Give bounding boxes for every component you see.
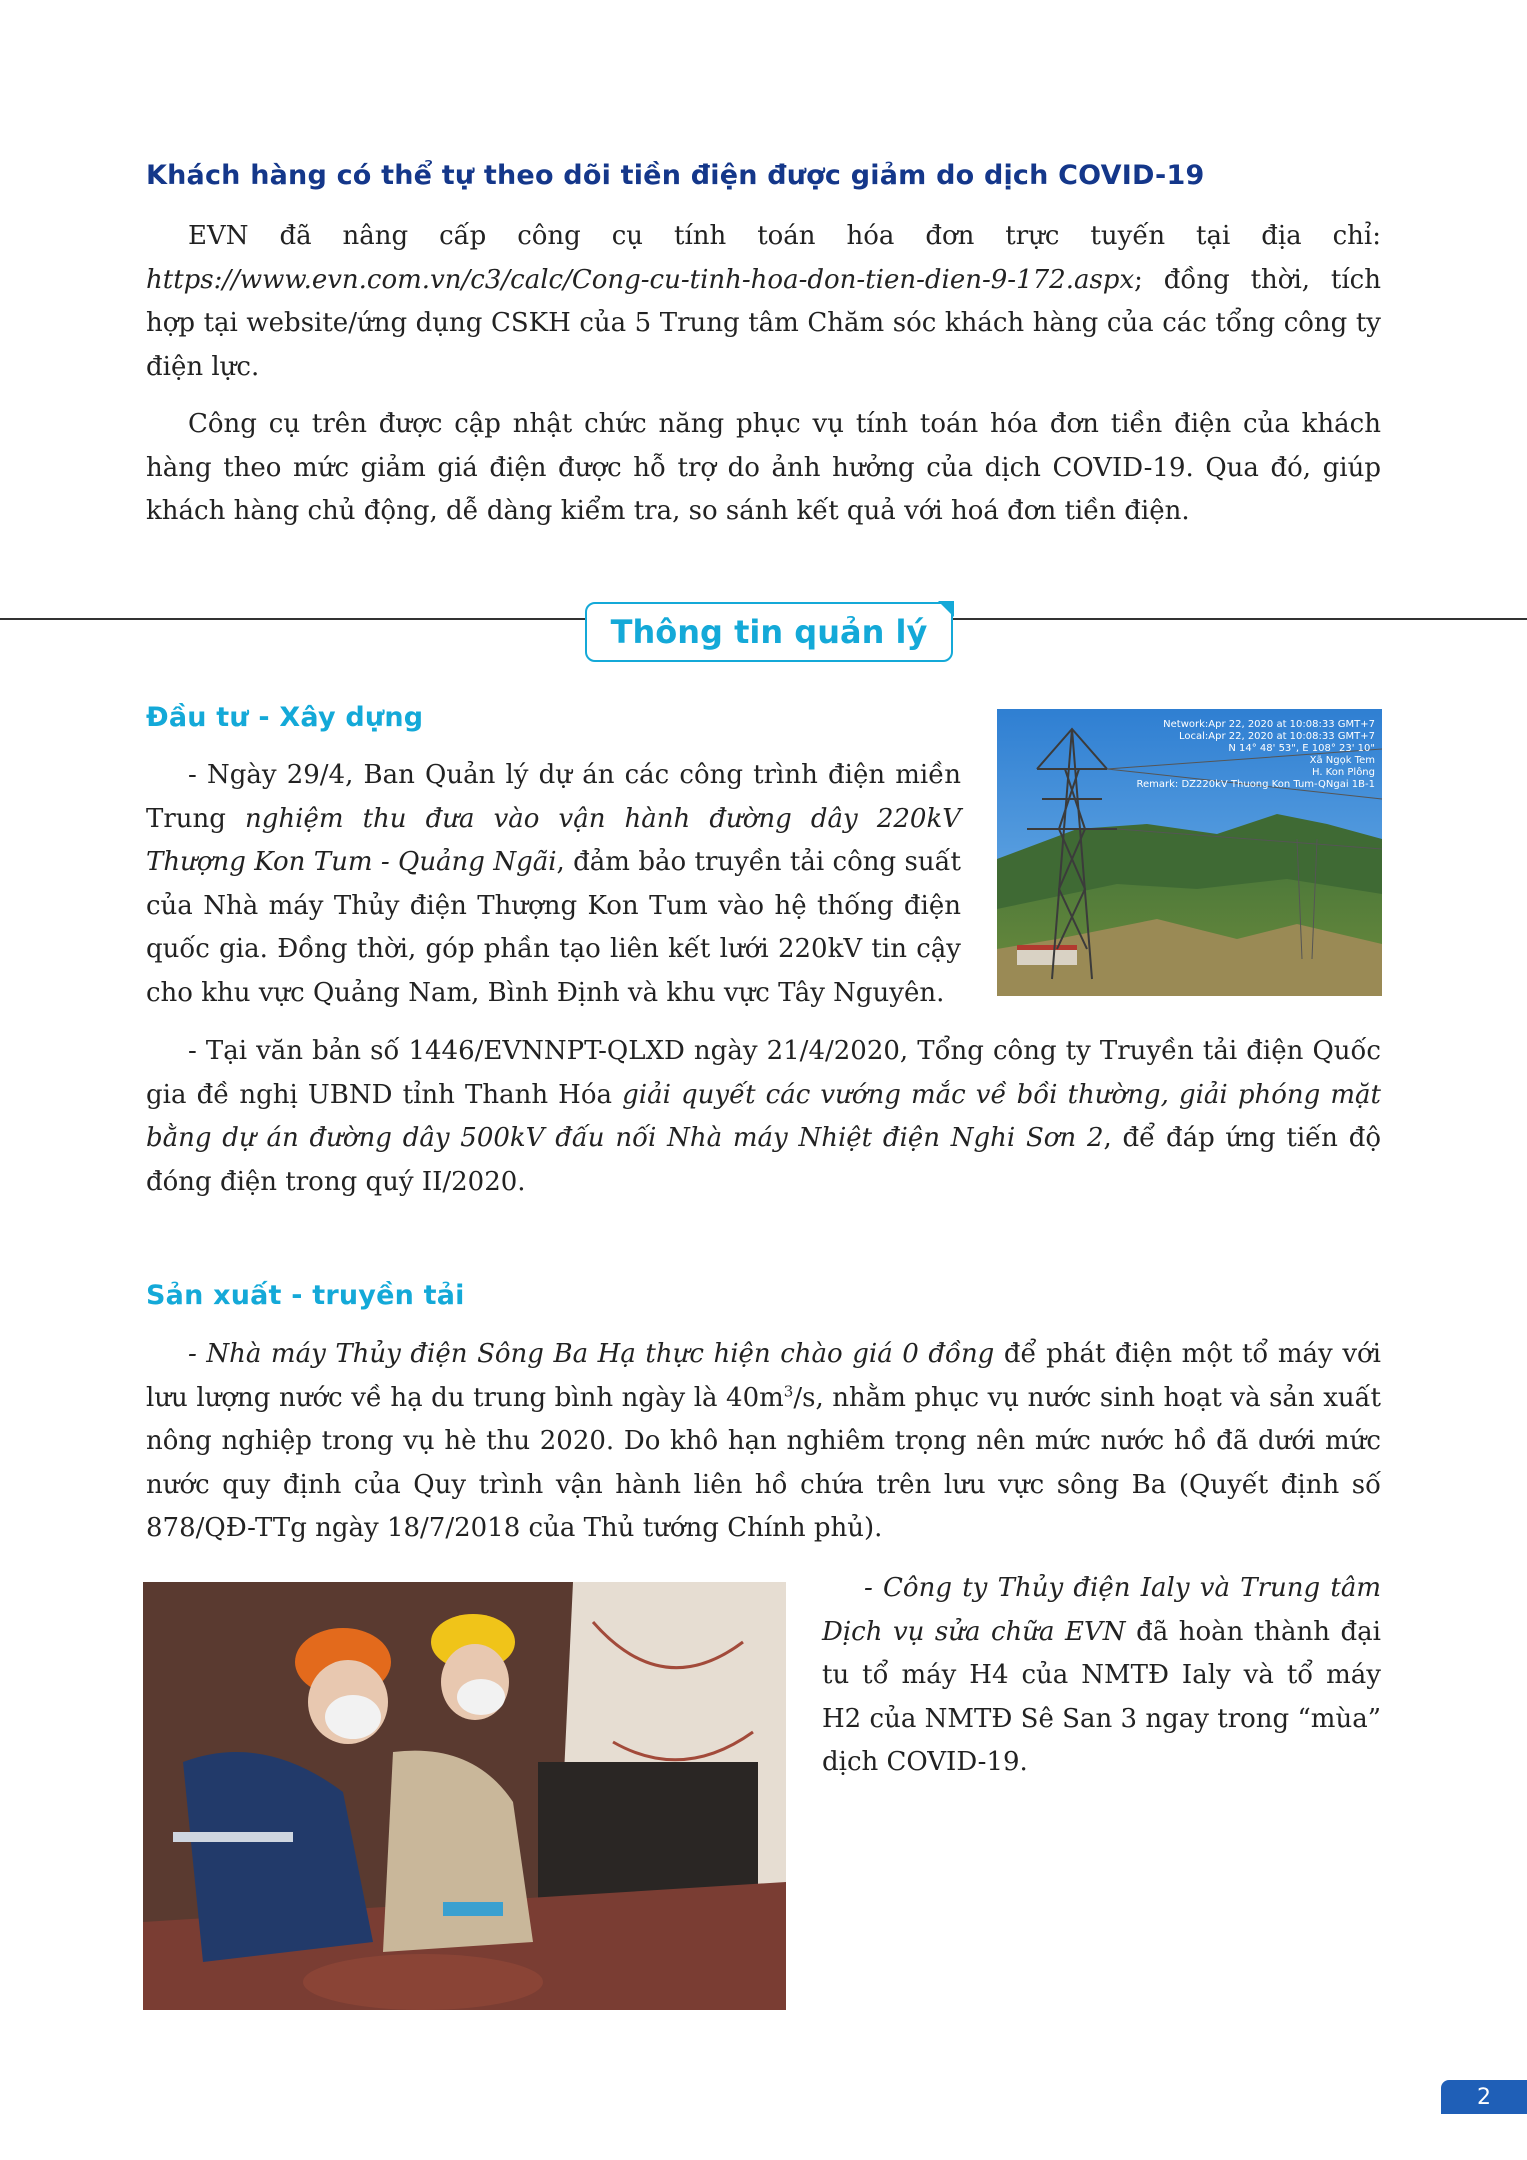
photo-stamp-line-3: N 14° 48' 53", E 108° 23' 10" (1228, 743, 1375, 754)
investment-paragraph-2: - Tại văn bản số 1446/EVNNPT-QLXD ngày 21/4/2020, Tổng công ty Truyền tải điện Quốc gia đề nghị UBND tỉnh Thanh Hóa giải quyết các vướng mắc về bồi thường, giải phóng mặt bằng dự án đường dây 500kV đấu nối Nhà máy Nhiệt điện Nghi Sơn 2, để đáp ứng tiến độ đóng điện trong quý II/2020. (146, 1036, 1381, 1197)
production-paragraph-1: - Nhà máy Thủy điện Sông Ba Hạ thực hiện chào giá 0 đồng để phát điện một tổ máy với lưu lượng nước về hạ du trung bình ngày là $40m^3/s$, nhằm phục vụ nước sinh hoạt và sản xuất nông nghiệp trong vụ hè thu 2020. Do khô hạn nghiêm trọng nên mức nước hồ đã dưới mức nước quy định của Quy trình vận hành liên hồ chứa trên lưu vực sông Ba (Quyết định số 878/QĐ-TTg ngày 18/7/2018 của Thủ tướng Chính phủ). (146, 1339, 1381, 1543)
workers-repair-photo (143, 1582, 786, 2010)
investment-body-1 (146, 754, 961, 1015)
intro-paragraph-1: EVN đã nâng cấp công cụ tính toán hóa đơn trực tuyến tại địa chỉ: https://www.evn.com.vn/c3/calc/Cong-cu-tinh-hoa-don-tien-dien-9-172.aspx; đồng thời, tích hợp tại website/ứng dụng CSKH của 5 Trung tâm Chăm sóc khách hàng của các tổng công ty điện lực. (146, 221, 1381, 382)
page-number: 2 (1441, 2080, 1527, 2114)
investment-paragraph-1: - Ngày 29/4, Ban Quản lý dự án các công trình điện miền Trung nghiệm thu đưa vào vận hành đường dây 220kV Thượng Kon Tum - Quảng Ngãi, đảm bảo truyền tải công suất của Nhà máy Thủy điện Thượng Kon Tum vào hệ thống điện quốc gia. Đồng thời, góp phần tạo liên kết lưới 220kV tin cậy cho khu vực Quảng Nam, Bình Định và khu vực Tây Nguyên. (146, 760, 961, 1008)
intro-paragraph-2: Công cụ trên được cập nhật chức năng phục vụ tính toán hóa đơn tiền điện của khách hàng theo mức giảm giá điện được hỗ trợ do ảnh hưởng của dịch COVID-19. Qua đó, giúp khách hàng chủ động, dễ dàng kiểm tra, so sánh kết quả với hoá đơn tiền điện. (146, 409, 1381, 526)
photo-stamp-line-4: Xã Ngọk Tem (1309, 755, 1375, 766)
photo-stamp-line-1: Network:Apr 22, 2020 at 10:08:33 GMT+7 (1163, 719, 1375, 730)
section-title: Thông tin quản lý (610, 613, 928, 651)
production-paragraph-2: - Công ty Thủy điện Ialy và Trung tâm Dịch vụ sửa chữa EVN đã hoàn thành đại tu tổ máy H4 của NMTĐ Ialy và tổ máy H2 của NMTĐ Sê San 3 ngay trong “mùa” dịch COVID-19. (822, 1573, 1381, 1777)
power-tower-photo (997, 709, 1382, 996)
production-heading: Sản xuất - truyền tải (146, 1280, 465, 1311)
intro-body (146, 215, 1381, 534)
calculator-link[interactable]: https://www.evn.com.vn/c3/calc/Cong-cu-tinh-hoa-don-tien-dien-9-172.aspx (146, 264, 1135, 295)
production-body-1 (146, 1333, 1381, 1551)
photo-stamp-line-2: Local:Apr 22, 2020 at 10:08:33 GMT+7 (1178, 731, 1375, 742)
investment-body-2 (146, 1030, 1381, 1204)
production-body-2 (822, 1567, 1381, 1785)
photo-stamp-line-6: Remark: DZ220kV Thuong Kon Tum-QNgai 1B-1 (1136, 779, 1375, 790)
section-title-box (585, 602, 953, 662)
photo-stamp-line-5: H. Kon Plông (1311, 767, 1375, 778)
investment-heading: Đầu tư - Xây dựng (146, 702, 424, 733)
intro-heading: Khách hàng có thể tự theo dõi tiền điện được giảm do dịch COVID-19 (146, 160, 1205, 191)
